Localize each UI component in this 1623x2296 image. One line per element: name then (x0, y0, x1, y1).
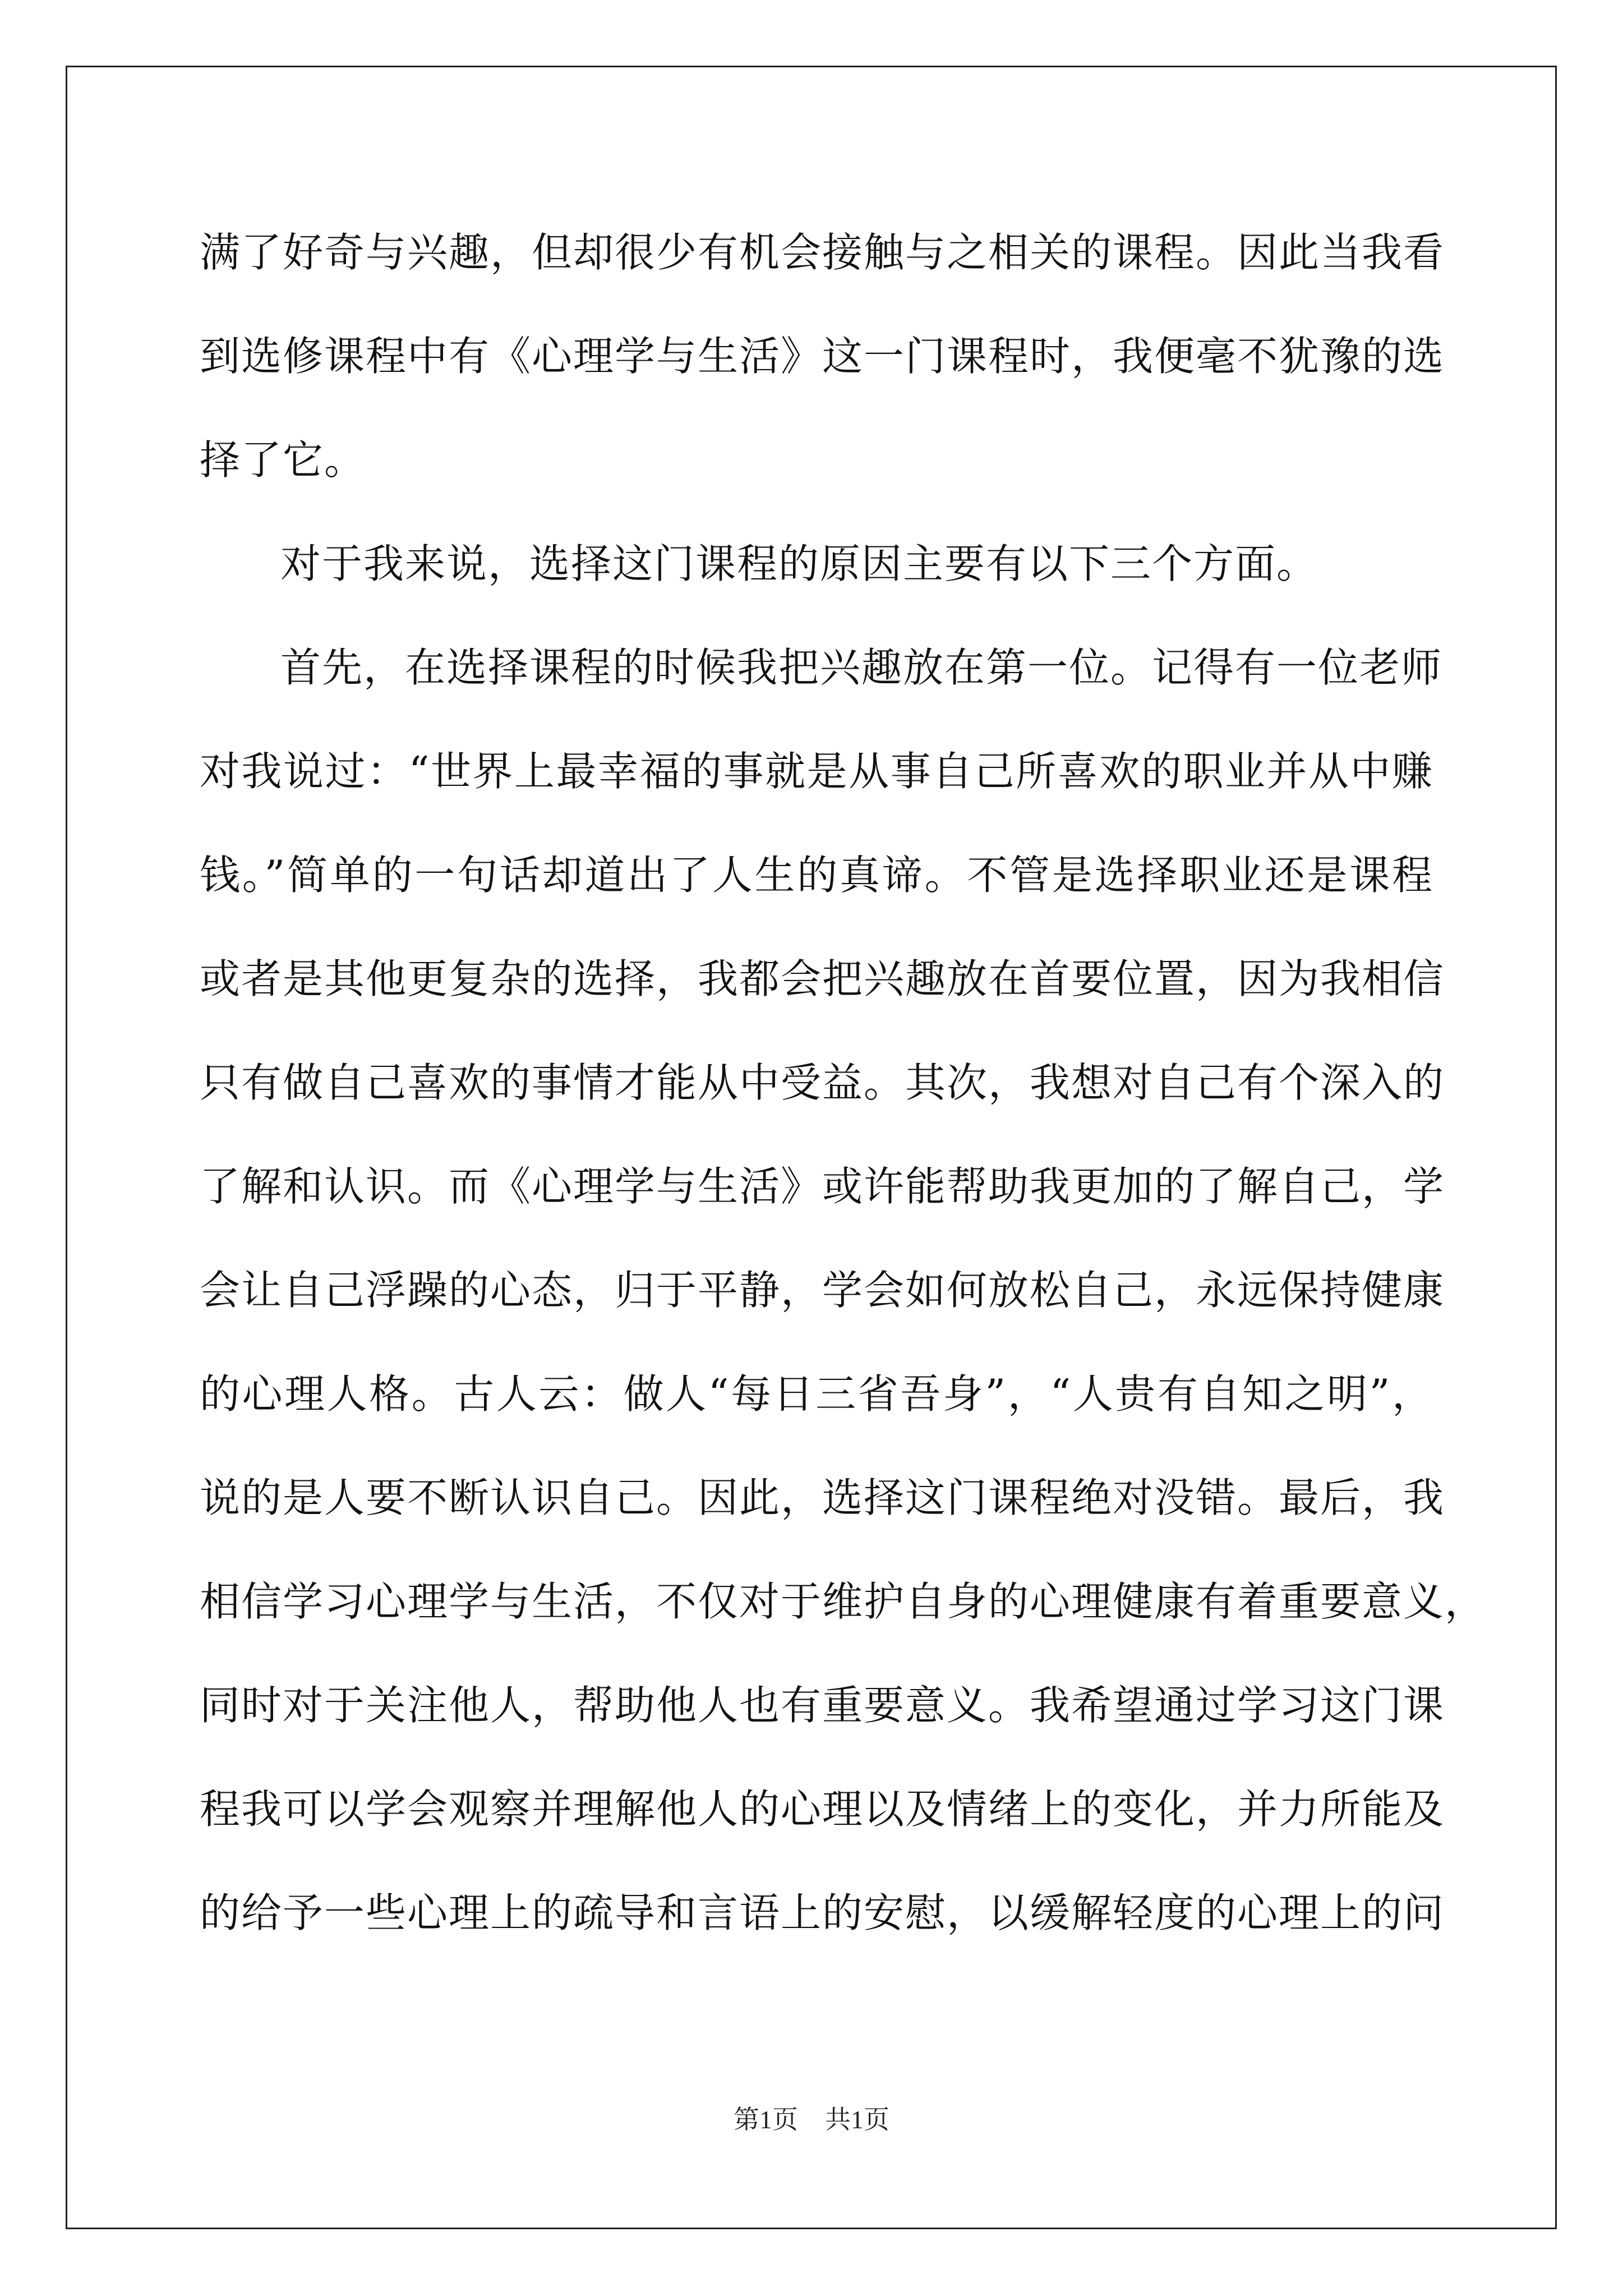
text-line: 到选修课程中有《心理学与生活》这一门课程时，我便毫不犹豫的选 (200, 333, 1445, 380)
page-number-total: 共1页 (825, 2105, 889, 2134)
text-line: 或者是其他更复杂的选择，我都会把兴趣放在首要位置，因为我相信 (200, 955, 1445, 1002)
text-line: 程我可以学会观察并理解他人的心理以及情绪上的变化，并力所能及 (200, 1786, 1445, 1833)
text-line: 同时对于关注他人，帮助他人也有重要意义。我希望通过学习这门课 (200, 1682, 1445, 1729)
text-line: 满了好奇与兴趣，但却很少有机会接触与之相关的课程。因此当我看 (200, 229, 1445, 276)
text-line: 的心理人格。古人云：做人“每日三省吾身”，“人贵有自知之明”， (200, 1370, 1433, 1418)
page-number-current: 第1页 (734, 2105, 798, 2134)
text-line: 了解和认识。而《心理学与生活》或许能帮助我更加的了解自己，学 (200, 1163, 1445, 1210)
text-line: 对于我来说，选择这门课程的原因主要有以下三个方面。 (280, 540, 1318, 587)
page-footer (0, 2099, 1623, 2136)
text-line: 只有做自己喜欢的事情才能从中受益。其次，我想对自己有个深入的 (200, 1059, 1445, 1106)
document-body (200, 213, 1487, 1977)
text-line: 钱。”简单的一句话却道出了人生的真谛。不管是选择职业还是课程 (200, 852, 1433, 899)
text-line: 的给予一些心理上的疏导和言语上的安慰，以缓解轻度的心理上的问 (200, 1889, 1445, 1936)
text-line: 说的是人要不断认识自己。因此，选择这门课程绝对没错。最后，我 (200, 1474, 1445, 1521)
text-line: 会让自己浮躁的心态，归于平静，学会如何放松自己，永远保持健康 (200, 1267, 1445, 1314)
text-line: 择了它。 (200, 436, 366, 484)
text-line: 相信学习心理学与生活，不仅对于维护自身的心理健康有着重要意义， (200, 1578, 1487, 1625)
text-line: 对我说过：“世界上最幸福的事就是从事自己所喜欢的职业并从中赚 (200, 748, 1433, 795)
text-line: 首先，在选择课程的时候我把兴趣放在第一位。记得有一位老师 (280, 644, 1443, 691)
